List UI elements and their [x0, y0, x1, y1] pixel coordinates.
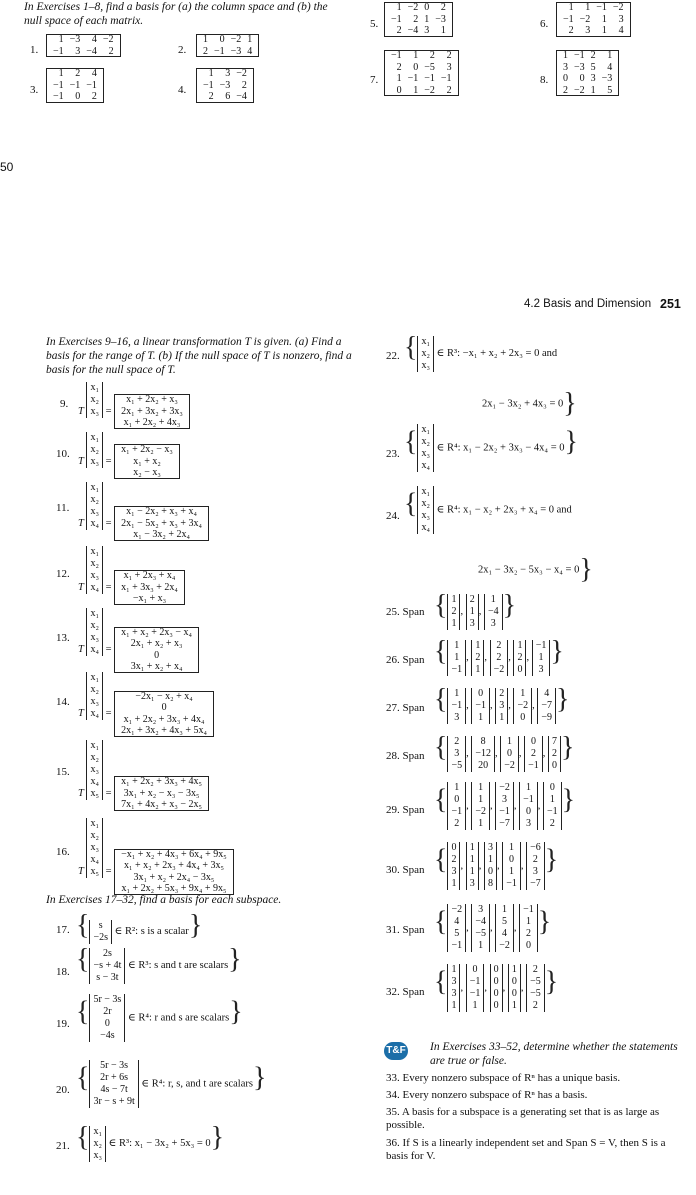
- transformation-ex9: T x₁ x₂ x₃ = x₁ + 2x₂ + x₃ 2x₁ + 3x₂ + 3x₃ x₁ + 2x₂ + 4x₃: [78, 382, 190, 429]
- exercise-number: 10.: [56, 448, 70, 460]
- span-label: 27. Span: [386, 702, 425, 714]
- exercise-number: 6.: [540, 18, 549, 30]
- matrix-ex7: −1 1 2 2 2 0 −5 3 1 −1 −1 −1 0 1 −2 2: [384, 50, 459, 96]
- subspace-ex20: { 5r − 3s 2r + 6s 4s − 7t 3r − s + 9t ∈ R⁴: r, s, and t are scalars}: [76, 1060, 267, 1107]
- subspace-condition: ∈ R⁴: r, s, and t are scalars: [141, 1078, 253, 1090]
- subspace-condition: ∈ R²: s is a scalar: [114, 926, 189, 937]
- exercise-intro-33-52: In Exercises 33–52, determine whether the statements are true or false.: [430, 1041, 678, 1067]
- subspace-condition: ∈ R⁴: x₁ − 2x₂ + 3x₃ − 4x₄ = 0: [436, 442, 565, 454]
- transformation-ex15: T x₁ x₂ x₃ x₄ x₅ = x₁ + 2x₂ + 3x₃ + 4x₅ 3x₁ + x₂ − x₃ − 3x₅ 7x₁ + 4x₂ + x₃ − 2x₅: [78, 740, 209, 811]
- true-false-badge: T&F: [384, 1042, 408, 1060]
- section-header: 4.2 Basis and Dimension: [524, 298, 652, 310]
- subspace-condition-cont: 2x₁ − 3x₂ + 4x₃ = 0}: [482, 388, 577, 419]
- statement-36: 36. If S is a linearly independent set and Span S = V, then S is a basis for V.: [386, 1137, 666, 1162]
- transformation-ex11: T x₁ x₂ x₃ x₄ = x₁ − 2x₂ + x₃ + x₄ 2x₁ − 5x₂ + x₃ + 3x₄ x₁ − 3x₂ + 2x₄: [78, 482, 209, 541]
- transformation-ex13: T x₁ x₂ x₃ x₄ = x₁ + x₂ + 2x₃ − x₄ 2x₁ + x₂ + x₃ 0 3x₁ + x₂ + x₄: [78, 608, 199, 673]
- exercise-number: 2.: [178, 44, 187, 56]
- exercise-intro-1-8: In Exercises 1–8, find a basis for (a) the column space and (b) the null space of each matrix.: [24, 1, 328, 27]
- matrix-ex6: 1 1 −1 −2 −1 −2 1 3 2 3 1 4: [556, 2, 631, 37]
- span-label: 31. Span: [386, 924, 425, 936]
- exercise-number: 18.: [56, 966, 70, 978]
- span-label: 26. Span: [386, 654, 425, 666]
- subspace-condition: ∈ R³: −x₁ + x₂ + 2x₃ = 0 and: [436, 348, 558, 359]
- span-label: 29. Span: [386, 804, 425, 816]
- exercise-intro-17-32: In Exercises 17–32, find a basis for each subspace.: [46, 894, 282, 906]
- exercise-number: 11.: [56, 502, 70, 514]
- exercise-number: 7.: [370, 74, 379, 86]
- statement-35: 35. A basis for a subspace is a generating set that is as large as possible.: [386, 1106, 660, 1131]
- span-ex28: { 2 3 −5 , 8 −12 20 , 1 0 −2 , 0 2 −1 , 7 2 0 }: [434, 732, 575, 771]
- subspace-ex22: { x₁ x₂ x₃ ∈ R³: −x₁ + x₂ + 2x₃ = 0 and: [404, 332, 558, 371]
- exercise-number: 24.: [386, 510, 400, 522]
- span-ex30: { 0 2 3 1 , 1 1 1 3 , 3 1 0 8 , 1 0 1 −1 , −6 2 3 −7 }: [434, 842, 559, 889]
- matrix-ex5: 1 −2 0 2 −1 2 1 −3 2 −4 3 1: [384, 2, 453, 37]
- exercise-number: 19.: [56, 1018, 70, 1030]
- subspace-ex21: { x₁ x₂ x₃ ∈ R³: x₁ − 3x₂ + 5x₃ = 0}: [76, 1122, 225, 1161]
- subspace-condition-cont: 2x₁ − 3x₂ − 5x₃ − x₄ = 0}: [478, 554, 593, 585]
- exercise-number: 16.: [56, 846, 70, 858]
- span-ex26: { 1 1 −1 , 1 2 1 , 2 2 −2 , 1 2 0 , −1 1 3 }: [434, 636, 564, 675]
- matrix-ex1: 1 −3 4 −2 −1 3 −4 2: [46, 34, 121, 57]
- statement-33: 33. Every nonzero subspace of Rⁿ has a unique basis.: [386, 1072, 621, 1084]
- subspace-condition: ∈ R³: x₁ − 3x₂ + 5x₃ = 0: [108, 1138, 211, 1149]
- span-label: 25. Span: [386, 606, 425, 618]
- matrix-ex2: 1 0 −2 1 2 −1 −3 4: [196, 34, 259, 57]
- exercise-number: 13.: [56, 632, 70, 644]
- span-ex27: { 1 −1 3 , 0 −1 1 , 2 3 1 , 1 −2 0 , 4 −7 −9 }: [434, 684, 570, 723]
- subspace-condition: ∈ R⁴: r and s are scalars: [127, 1012, 230, 1024]
- statement-34: 34. Every nonzero subspace of Rⁿ has a basis.: [386, 1089, 588, 1101]
- subspace-ex23: { x₁ x₂ x₃ x₄ ∈ R⁴: x₁ − 2x₂ + 3x₃ − 4x₄ = 0}: [404, 424, 578, 471]
- exercise-intro-9-16: In Exercises 9–16, a linear transformation T is given. (a) Find a basis for the range of T. (b) If the null space of T is nonzero, find a basis for the null space of T.: [46, 336, 352, 376]
- exercise-number: 9.: [60, 398, 69, 410]
- span-ex29: { 1 0 −1 2 , 1 1 −2 1 , −2 3 −1 −7 , 1 −1 0 3 , 0 1 −1 2 }: [434, 782, 576, 829]
- transformation-ex12: T x₁ x₂ x₃ x₄ = x₁ + 2x₃ + x₄ x₁ + 3x₃ + 2x₄ −x₁ + x₃: [78, 546, 185, 605]
- exercise-number: 20.: [56, 1084, 70, 1096]
- prev-page-number: 50: [0, 160, 14, 174]
- matrix-ex4: 1 3 −2 −1 −3 2 2 6 −4: [196, 68, 254, 103]
- exercise-number: 14.: [56, 696, 70, 708]
- exercise-number: 12.: [56, 568, 70, 580]
- subspace-condition: ∈ R³: s and t are scalars: [128, 960, 229, 971]
- span-label: 30. Span: [386, 864, 425, 876]
- exercise-number: 15.: [56, 766, 70, 778]
- span-ex31: { −2 4 5 −1 , 3 −4 −5 1 , 1 5 4 −2 , −1 1 2 0 }: [434, 904, 552, 951]
- exercise-number: 21.: [56, 1140, 70, 1152]
- subspace-ex18: { 2s −s + 4t s − 3t ∈ R³: s and t are scalars}: [76, 944, 242, 983]
- exercise-number: 5.: [370, 18, 379, 30]
- exercise-number: 4.: [178, 84, 187, 96]
- span-label: 32. Span: [386, 986, 425, 998]
- transformation-ex14: T x₁ x₂ x₃ x₄ = −2x₁ − x₂ + x₄ 0 x₁ + 2x₂ + 3x₃ + 4x₄ 2x₁ + 3x₂ + 4x₃ + 5x₄: [78, 672, 214, 737]
- subspace-ex17: { s −2s ∈ R²: s is a scalar}: [76, 910, 203, 943]
- exercise-number: 23.: [386, 448, 400, 460]
- transformation-ex10: T x₁ x₂ x₃ = x₁ + 2x₂ − x₃ x₁ + x₂ x₂ − x₃: [78, 432, 180, 479]
- span-ex25: { 1 2 1 , 2 1 3 , 1 −4 3 }: [434, 590, 517, 629]
- subspace-ex24: { x₁ x₂ x₃ x₄ ∈ R⁴: x₁ − x₂ + 2x₃ + x₄ = 0 and: [404, 486, 572, 533]
- span-label: 28. Span: [386, 750, 425, 762]
- subspace-condition: ∈ R⁴: x₁ − x₂ + 2x₃ + x₄ = 0 and: [436, 504, 572, 516]
- exercise-number: 1.: [30, 44, 39, 56]
- exercise-number: 8.: [540, 74, 549, 86]
- exercise-number: 3.: [30, 84, 39, 96]
- exercise-number: 22.: [386, 350, 400, 362]
- subspace-ex19: { 5r − 3s 2r 0 −4s ∈ R⁴: r and s are scalars}: [76, 994, 243, 1041]
- matrix-ex8: 1 −1 2 1 3 −3 5 4 0 0 3 −3 2 −2 1 5: [556, 50, 619, 96]
- transformation-ex16: T x₁ x₂ x₃ x₄ x₅ = −x₁ + x₂ + 4x₃ + 6x₄ + 9x₅ x₁ + x₂ + 2x₃ + 4x₄ + 3x₅ 3x₁ + x₂ + 2x₄ − 3x₅ x₁ + 2x₂ + 5x₃ + 9x₄ + 9x₅: [78, 818, 234, 895]
- span-ex32: { 1 3 3 1 , 0 −1 −1 1 , 0 0 0 0 , 1 0 0 1 , 2 −5 −5 2 }: [434, 964, 559, 1011]
- exercise-number: 17.: [56, 924, 70, 936]
- page-number: 251: [660, 297, 681, 311]
- matrix-ex3: 1 2 4 −1 −1 −1 −1 0 2: [46, 68, 104, 103]
